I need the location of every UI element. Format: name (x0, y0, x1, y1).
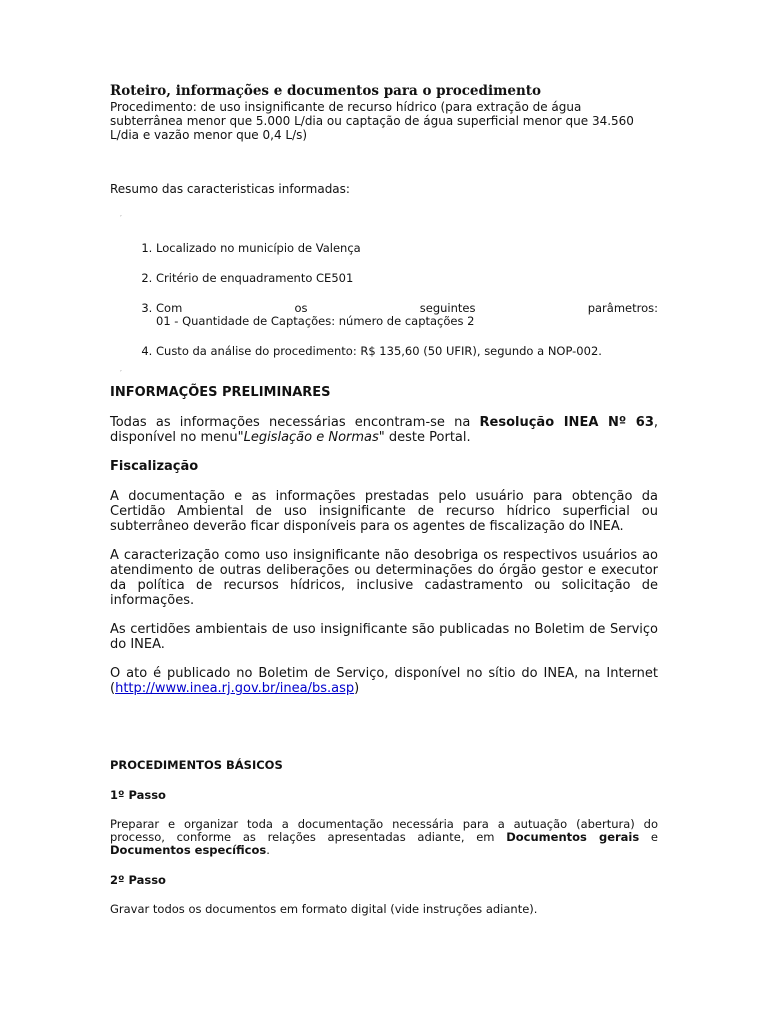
specific-docs-reference: Documentos específicos (110, 843, 267, 857)
step-2-text: Gravar todos os documentos em formato digital (vide instruções adiante). (110, 902, 538, 916)
preliminary-info-heading: INFORMAÇÕES PRELIMINARES (110, 385, 331, 400)
characteristics-list (110, 242, 658, 358)
inspection-paragraph-4 (110, 666, 658, 696)
text-run: e (639, 830, 659, 844)
list-item-criterion: 2. Critério de enquadramento CE501 (156, 272, 658, 285)
summary-label: Resumo das caracteristicas informadas: (110, 182, 350, 196)
text-run: Preparar e organizar toda a documentação necessária para a autuação (abertura) do processo, conforme as relações apresentadas adiante, em (110, 817, 658, 844)
step-1-text (110, 818, 658, 857)
basic-procedures-heading: PROCEDIMENTOS BÁSICOS (110, 758, 283, 772)
parameters-value: 01 - Quantidade de Captações: número de captações 2 (156, 314, 475, 328)
inspection-paragraph-3: As certidões ambientais de uso insignificante são publicadas no Boletim de Serviço do INEA. (110, 622, 658, 652)
text-run: ) (354, 681, 360, 696)
text-run: " deste Portal. (378, 430, 471, 445)
boletim-link[interactable]: http://www.inea.rj.gov.br/inea/bs.asp (115, 681, 355, 696)
general-docs-reference: Documentos gerais (506, 830, 640, 844)
resolution-reference: Resolução INEA Nº 63 (479, 415, 654, 430)
inspection-heading: Fiscalização (110, 459, 199, 474)
parameters-label: Com os seguintes parâmetros: (156, 301, 658, 315)
preliminary-info-paragraph (110, 415, 658, 445)
text-run: O ato é publicado no Boletim de Serviço, disponível no sítio do INEA, na Internet ( (110, 666, 658, 696)
document-title: Roteiro, informações e documentos para o procedimento (110, 83, 542, 99)
text-run: . (266, 843, 270, 857)
separator-mark: , (120, 211, 122, 218)
separator-mark-2: , (120, 366, 122, 373)
list-item-municipality: 1. Localizado no município de Valença (156, 242, 658, 255)
procedure-description: Procedimento: de uso insignificante de recurso hídrico (para extração de água subterrânea menor que 5.000 L/dia ou captação de água superficial menor que 34.560 L/dia e vazão menor que 0,4 L/s) (110, 100, 634, 142)
list-item-parameters (156, 302, 658, 328)
list-item-cost: 4. Custo da análise do procedimento: R$ 135,60 (50 UFIR), segundo a NOP-002. (156, 345, 658, 358)
menu-reference: Legislação e Normas (243, 430, 379, 445)
document-page (110, 82, 658, 916)
inspection-paragraph-1: A documentação e as informações prestadas pelo usuário para obtenção da Certidão Ambiental de uso insignificante de recurso hídrico superficial ou subterrâneo deverão ficar disponíveis para os agentes de fiscalização do INEA. (110, 489, 658, 534)
step-2-heading: 2º Passo (110, 873, 166, 887)
step-1-heading: 1º Passo (110, 788, 166, 802)
text-run: Todas as informações necessárias encontram-se na (110, 415, 480, 430)
inspection-paragraph-2: A caracterização como uso insignificante não desobriga os respectivos usuários ao atendimento de outras deliberações ou determinações do órgão gestor e executor da política de recursos hídricos, inclusive cadastramento ou solicitação de informações. (110, 548, 658, 608)
text-run: , disponível no menu" (110, 415, 659, 445)
